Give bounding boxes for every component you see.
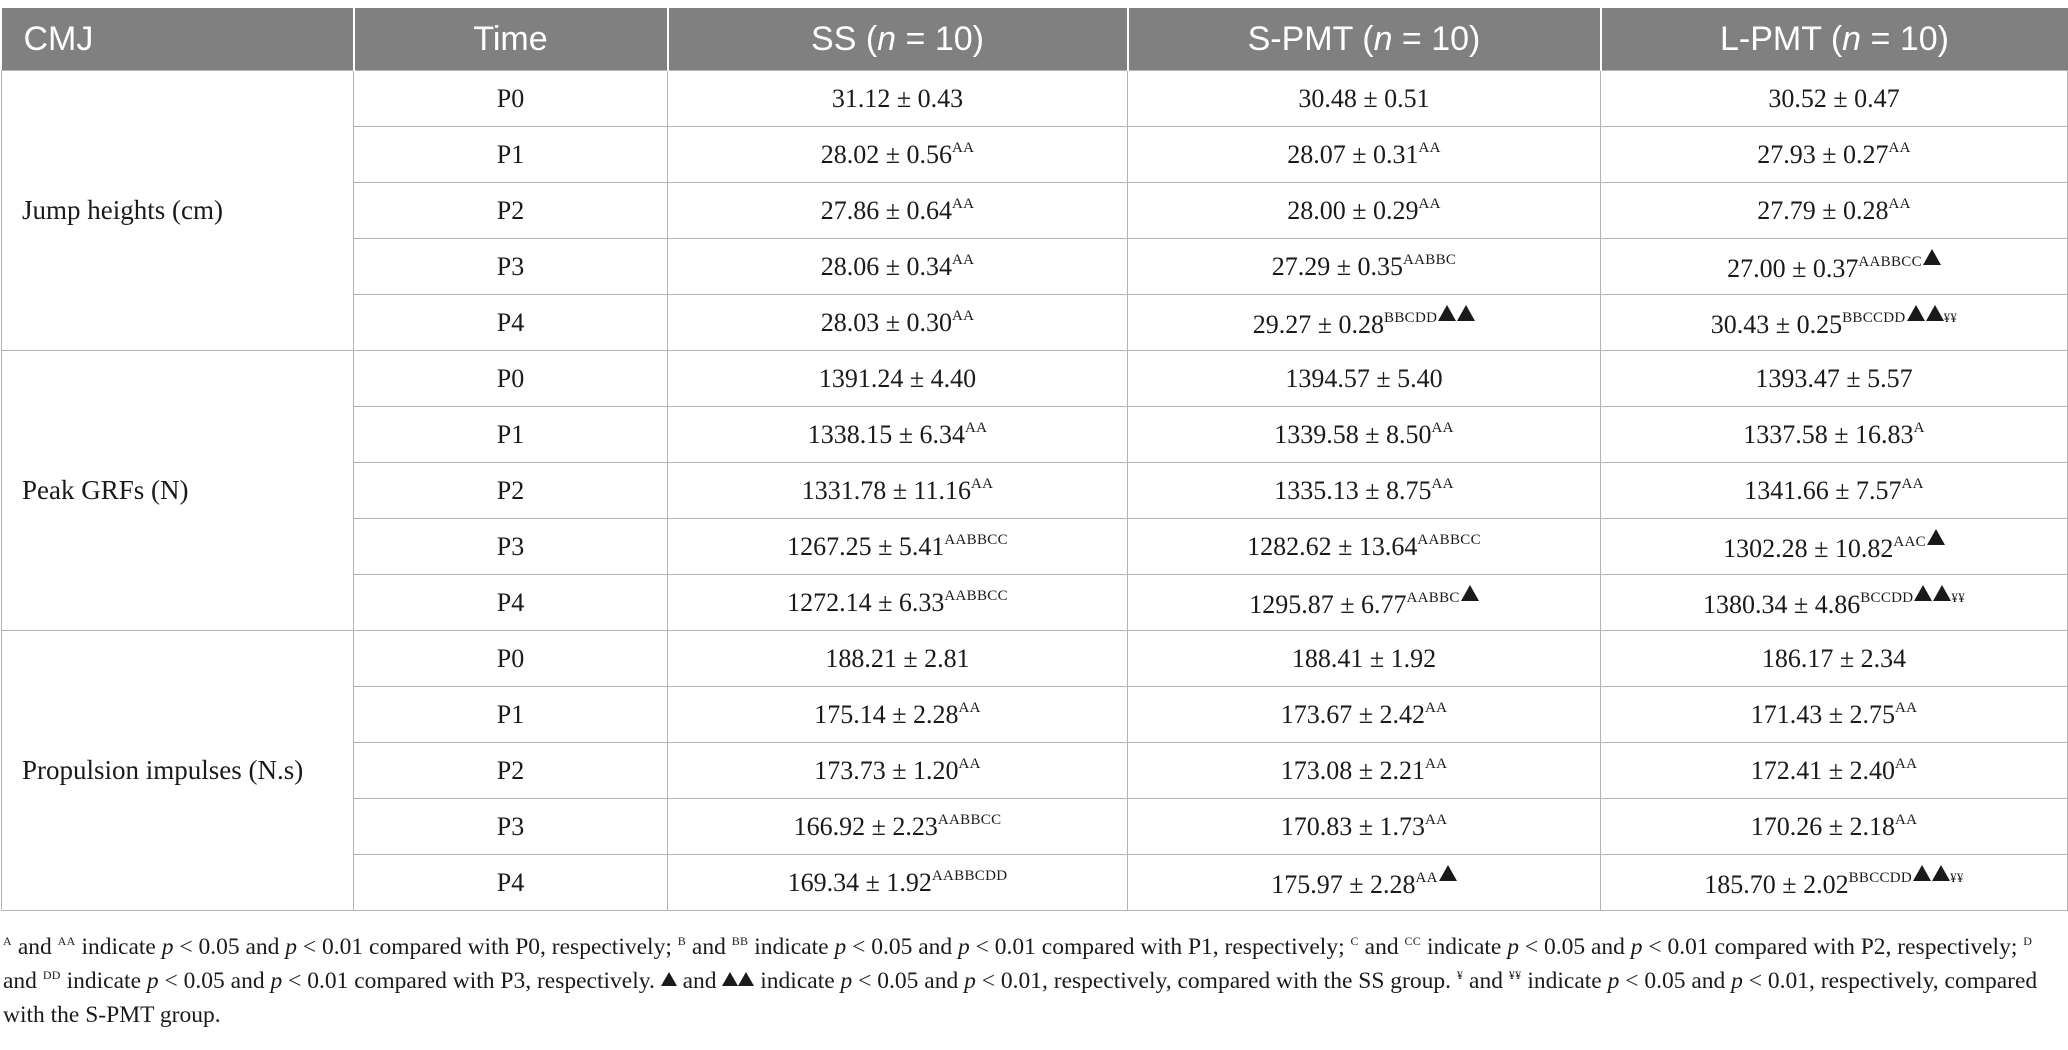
yen-marker: ¥¥ <box>1950 870 1964 885</box>
significance-letters: AA <box>952 195 975 212</box>
triangle-icon <box>1907 305 1925 321</box>
time-cell: P1 <box>354 127 668 183</box>
significance-marker <box>1889 140 1911 156</box>
table-footnote: $^A$ and $^{AA}$ indicate p < 0.05 and p < 0.01 compared with P0, respectively; $^B$ and $^{BB}$ indicate p < 0.05 and p < 0.01 compared with P1, respectively; $^C$ and $^{CC}$ indicate p < 0.05 and p < 0.01 compared with P2, respectively; $^D$ and $^{DD}$ indicate p < 0.05 and p < 0.01 compared with P3, respectively. and indicate p < 0.05 and p < 0.01, respectively, compared with the SS group. ¥ and ¥¥ indicate p < 0.05 and p < 0.01, respectively, compared with the S-PMT group. <box>3 934 2038 1028</box>
triangle-icon <box>1932 865 1950 881</box>
lpmt-value-cell <box>1601 239 2068 295</box>
mean-sd-value: 29.27 ± 0.28 <box>1252 310 1385 339</box>
triangle-icon <box>1914 585 1932 601</box>
significance-marker <box>1407 590 1479 606</box>
mean-sd-value: 28.07 ± 0.31 <box>1287 139 1419 169</box>
mean-sd-value: 30.43 ± 0.25 <box>1710 310 1843 339</box>
header-ss: SS (n = 10) <box>668 8 1128 71</box>
mean-sd-value: 1337.58 ± 16.83 <box>1743 419 1914 449</box>
time-cell: P2 <box>354 743 668 799</box>
mean-sd-value: 30.52 ± 0.47 <box>1768 83 1900 113</box>
mean-sd-value: 170.83 ± 1.73 <box>1280 811 1425 841</box>
lpmt-value-cell <box>1601 743 2068 799</box>
header-row <box>2 8 2068 71</box>
significance-marker <box>1416 870 1457 886</box>
time-cell: P3 <box>354 799 668 855</box>
significance-letters: AABBCC <box>1858 254 1922 270</box>
significance-letters: AA <box>1888 139 1911 156</box>
mean-sd-value: 185.70 ± 2.02 <box>1704 870 1849 899</box>
significance-marker <box>1849 870 1964 886</box>
lpmt-value-cell <box>1601 71 2068 127</box>
significance-letters: AABBC <box>1403 251 1457 268</box>
significance-letters: AA <box>1418 139 1441 156</box>
mean-sd-value: 1272.14 ± 6.33 <box>787 587 945 617</box>
significance-marker <box>1425 700 1447 716</box>
mean-sd-value: 166.92 ± 2.23 <box>793 811 938 841</box>
lpmt-value-cell <box>1601 631 2068 687</box>
significance-marker <box>1432 476 1454 492</box>
spmt-value-cell <box>1128 687 1601 743</box>
header-s-pmt: S-PMT (n = 10) <box>1128 8 1601 71</box>
significance-letters: AA <box>1431 419 1454 436</box>
mean-sd-value: 28.06 ± 0.34 <box>820 251 952 281</box>
triangle-icon <box>722 972 738 986</box>
table-row <box>2 631 2068 687</box>
ss-value-cell <box>668 463 1128 519</box>
mean-sd-value: 175.97 ± 2.28 <box>1271 870 1416 899</box>
ss-value-cell <box>668 71 1128 127</box>
significance-marker <box>1860 590 1965 606</box>
significance-marker <box>1902 476 1924 492</box>
lpmt-value-cell <box>1601 463 2068 519</box>
mean-sd-value: 173.67 ± 2.42 <box>1280 699 1425 729</box>
header-l-pmt: L-PMT (n = 10) <box>1601 8 2068 71</box>
significance-marker <box>952 308 974 324</box>
significance-marker <box>1858 254 1941 270</box>
triangle-icon <box>661 972 677 986</box>
significance-letters: AA <box>952 139 975 156</box>
lpmt-value-cell <box>1601 519 2068 575</box>
spmt-value-cell <box>1128 407 1601 463</box>
mean-sd-value: 172.41 ± 2.40 <box>1750 755 1895 785</box>
mean-sd-value: 169.34 ± 1.92 <box>787 867 932 897</box>
ss-value-cell <box>668 295 1128 351</box>
mean-sd-value: 1341.66 ± 7.57 <box>1744 475 1902 505</box>
significance-marker <box>952 196 974 212</box>
mean-sd-value: 170.26 ± 2.18 <box>1750 811 1895 841</box>
significance-marker <box>938 812 1002 828</box>
triangle-icon <box>1439 865 1457 881</box>
mean-sd-value: 31.12 ± 0.43 <box>831 83 964 113</box>
mean-sd-value: 175.14 ± 2.28 <box>814 699 959 729</box>
triangle-icon <box>1913 865 1931 881</box>
significance-marker <box>952 140 974 156</box>
group-label: Propulsion impulses (N.s) <box>2 631 354 911</box>
mean-sd-value: 27.79 ± 0.28 <box>1757 195 1889 225</box>
group-label: Peak GRFs (N) <box>2 351 354 631</box>
time-cell: P0 <box>354 71 668 127</box>
significance-marker <box>952 252 974 268</box>
mean-sd-value: 1295.87 ± 6.77 <box>1249 590 1407 619</box>
ss-value-cell <box>668 855 1128 911</box>
significance-marker <box>1914 420 1925 436</box>
spmt-value-cell <box>1128 743 1601 799</box>
significance-letters: BBCCDD <box>1842 310 1906 326</box>
spmt-value-cell <box>1128 631 1601 687</box>
mean-sd-value: 27.86 ± 0.64 <box>820 195 952 225</box>
time-cell: P1 <box>354 407 668 463</box>
significance-marker <box>1842 310 1957 326</box>
time-cell: P0 <box>354 631 668 687</box>
mean-sd-value: 1393.47 ± 5.57 <box>1755 363 1913 393</box>
significance-letters: BBCDD <box>1384 310 1438 326</box>
group-label: Jump heights (cm) <box>2 71 354 351</box>
lpmt-value-cell <box>1601 575 2068 631</box>
header-time: Time <box>354 8 668 71</box>
spmt-value-cell <box>1128 183 1601 239</box>
mean-sd-value: 1267.25 ± 5.41 <box>787 531 945 561</box>
significance-marker <box>959 700 981 716</box>
cmj-results-table <box>1 8 2068 911</box>
lpmt-value-cell <box>1601 687 2068 743</box>
table-row <box>2 351 2068 407</box>
mean-sd-value: 28.03 ± 0.30 <box>820 307 952 337</box>
significance-marker <box>965 420 987 436</box>
spmt-value-cell <box>1128 71 1601 127</box>
mean-sd-value: 1380.34 ± 4.86 <box>1702 590 1861 619</box>
ss-value-cell <box>668 799 1128 855</box>
mean-sd-value: 1331.78 ± 11.16 <box>801 475 972 505</box>
ss-value-cell <box>668 631 1128 687</box>
triangle-icon <box>1438 305 1456 321</box>
mean-sd-value: 27.29 ± 0.35 <box>1271 251 1404 281</box>
spmt-value-cell <box>1128 463 1601 519</box>
mean-sd-value: 1335.13 ± 8.75 <box>1274 475 1432 505</box>
significance-letters: AA <box>1425 811 1448 828</box>
lpmt-value-cell <box>1601 799 2068 855</box>
spmt-value-cell <box>1128 799 1601 855</box>
significance-letters: AA <box>1895 755 1918 772</box>
significance-letters: BBCCDD <box>1848 870 1913 886</box>
significance-letters: AA <box>958 699 981 716</box>
significance-letters: A <box>1913 419 1925 436</box>
significance-letters: AA <box>1431 475 1454 492</box>
significance-letters: AA <box>958 755 981 772</box>
mean-sd-value: 188.41 ± 1.92 <box>1291 643 1437 673</box>
significance-marker <box>1432 420 1454 436</box>
mean-sd-value: 28.02 ± 0.56 <box>820 139 952 169</box>
lpmt-value-cell <box>1601 855 2068 911</box>
triangle-icon <box>1927 529 1945 545</box>
mean-sd-value: 1394.57 ± 5.40 <box>1285 363 1443 393</box>
significance-marker <box>1403 252 1456 268</box>
time-cell: P3 <box>354 239 668 295</box>
significance-marker <box>959 756 981 772</box>
significance-marker <box>1895 812 1917 828</box>
time-cell: P3 <box>354 519 668 575</box>
mean-sd-value: 28.00 ± 0.29 <box>1287 195 1419 225</box>
mean-sd-value: 186.17 ± 2.34 <box>1761 643 1907 673</box>
mean-sd-value: 171.43 ± 2.75 <box>1750 699 1895 729</box>
significance-letters: AA <box>1418 195 1441 212</box>
triangle-icon <box>1457 305 1475 321</box>
ss-value-cell <box>668 239 1128 295</box>
lpmt-value-cell <box>1601 127 2068 183</box>
significance-marker <box>1419 196 1441 212</box>
triangle-icon <box>738 972 754 986</box>
significance-letters: AAC <box>1893 534 1926 550</box>
results-table-container <box>0 8 2068 911</box>
significance-marker <box>1419 140 1441 156</box>
header-cmj: CMJ <box>2 8 354 71</box>
spmt-value-cell <box>1128 239 1601 295</box>
time-cell: P2 <box>354 183 668 239</box>
ss-value-cell <box>668 575 1128 631</box>
triangle-icon <box>1923 249 1941 265</box>
mean-sd-value: 188.21 ± 2.81 <box>825 643 970 673</box>
yen-marker: ¥¥ <box>1943 310 1958 325</box>
lpmt-value-cell <box>1601 351 2068 407</box>
yen-marker: ¥¥ <box>1951 590 1966 605</box>
spmt-value-cell <box>1128 127 1601 183</box>
mean-sd-value: 1338.15 ± 6.34 <box>807 419 965 449</box>
spmt-value-cell <box>1128 351 1601 407</box>
significance-letters: AABBCC <box>937 811 1002 828</box>
significance-letters: AABBCC <box>944 587 1008 604</box>
lpmt-value-cell <box>1601 407 2068 463</box>
significance-marker <box>971 476 993 492</box>
significance-letters: AA <box>1895 699 1918 716</box>
spmt-value-cell <box>1128 295 1601 351</box>
significance-marker <box>1893 534 1945 550</box>
mean-sd-value: 30.48 ± 0.51 <box>1298 83 1430 113</box>
ss-value-cell <box>668 743 1128 799</box>
ss-value-cell <box>668 687 1128 743</box>
table-row <box>2 71 2068 127</box>
triangle-icon <box>1933 585 1951 601</box>
significance-letters: AA <box>952 251 975 268</box>
significance-letters: AABBCC <box>944 531 1008 548</box>
spmt-value-cell <box>1128 575 1601 631</box>
significance-marker <box>1889 196 1911 212</box>
mean-sd-value: 27.93 ± 0.27 <box>1757 139 1889 169</box>
significance-letters: AA <box>1425 755 1448 772</box>
ss-value-cell <box>668 407 1128 463</box>
significance-letters: AA <box>1901 475 1924 492</box>
significance-letters: AA <box>971 475 994 492</box>
mean-sd-value: 27.00 ± 0.37 <box>1727 254 1859 283</box>
significance-marker <box>944 532 1008 548</box>
mean-sd-value: 173.08 ± 2.21 <box>1280 755 1425 785</box>
significance-marker <box>1895 756 1917 772</box>
significance-letters: AA <box>1425 699 1448 716</box>
table-body <box>2 71 2068 911</box>
significance-letters: AA <box>952 307 975 324</box>
ss-value-cell <box>668 127 1128 183</box>
mean-sd-value: 173.73 ± 1.20 <box>814 755 959 785</box>
significance-letters: AA <box>1895 811 1918 828</box>
mean-sd-value: 1339.58 ± 8.50 <box>1274 419 1432 449</box>
time-cell: P4 <box>354 575 668 631</box>
time-cell: P4 <box>354 855 668 911</box>
significance-letters: AABBC <box>1406 590 1460 606</box>
triangle-icon <box>1461 585 1479 601</box>
mean-sd-value: 1302.28 ± 10.82 <box>1723 534 1894 563</box>
significance-marker <box>1425 756 1447 772</box>
significance-marker <box>1425 812 1447 828</box>
mean-sd-value: 1391.24 ± 4.40 <box>818 363 977 393</box>
time-cell: P4 <box>354 295 668 351</box>
lpmt-value-cell <box>1601 183 2068 239</box>
significance-marker <box>944 588 1008 604</box>
significance-marker <box>1384 310 1475 326</box>
time-cell: P1 <box>354 687 668 743</box>
ss-value-cell <box>668 183 1128 239</box>
ss-value-cell <box>668 519 1128 575</box>
spmt-value-cell <box>1128 519 1601 575</box>
significance-letters: BCCDD <box>1860 590 1914 606</box>
significance-marker <box>1895 700 1917 716</box>
spmt-value-cell <box>1128 855 1601 911</box>
triangle-icon <box>1926 305 1944 321</box>
mean-sd-value: 1282.62 ± 13.64 <box>1247 531 1418 561</box>
lpmt-value-cell <box>1601 295 2068 351</box>
significance-marker <box>932 868 1007 884</box>
time-cell: P2 <box>354 463 668 519</box>
ss-value-cell <box>668 351 1128 407</box>
significance-marker <box>1417 532 1481 548</box>
significance-letters: AA <box>965 419 988 436</box>
significance-letters: AABBCDD <box>931 867 1008 884</box>
significance-letters: AA <box>1415 870 1438 886</box>
significance-letters: AA <box>1888 195 1911 212</box>
time-cell: P0 <box>354 351 668 407</box>
significance-letters: AABBCC <box>1417 531 1481 548</box>
